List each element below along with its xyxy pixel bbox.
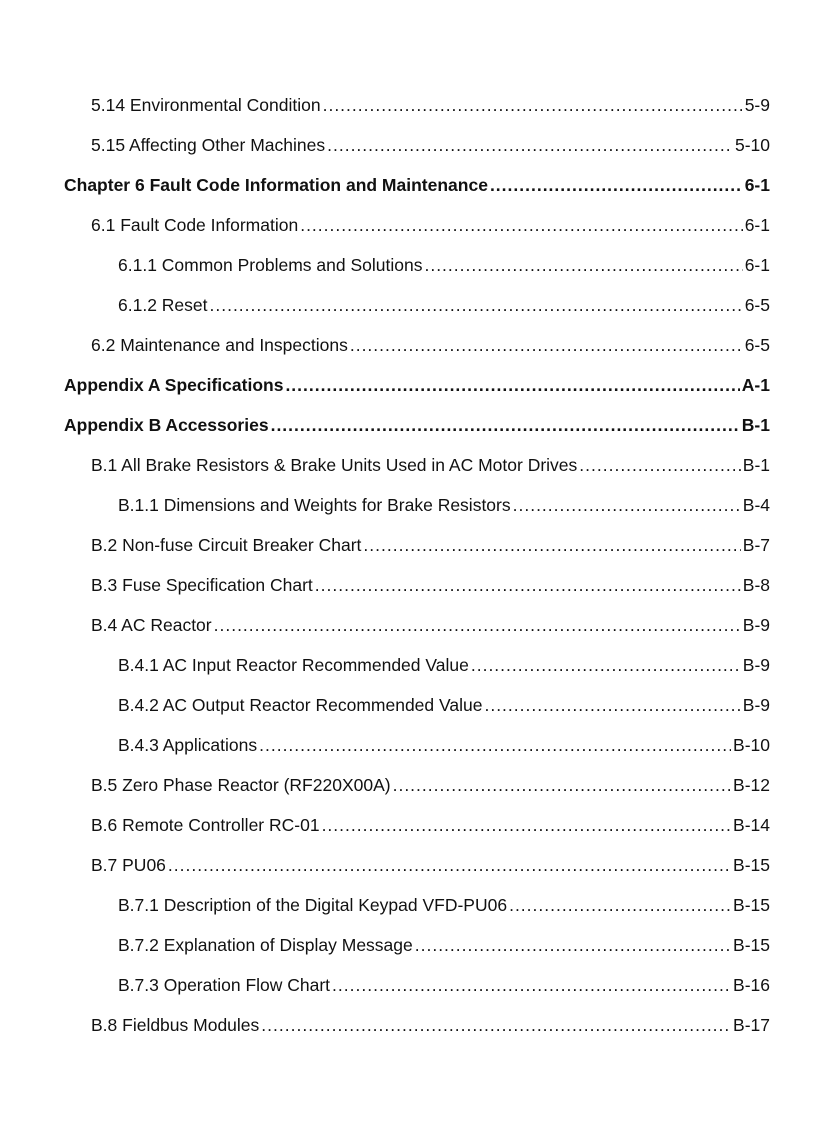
toc-entry[interactable] (91, 814, 770, 836)
toc-entry-page: 6-1 (744, 175, 770, 195)
toc-entry-page: A-1 (741, 375, 770, 395)
toc-entry-title: B.4.2 AC Output Reactor Recommended Value (118, 695, 483, 715)
toc-entry[interactable] (91, 854, 770, 876)
toc-entry-title: 5.14 Environmental Condition (91, 95, 321, 115)
toc-entry-title: 6.1.1 Common Problems and Solutions (118, 255, 423, 275)
dot-leader (363, 534, 740, 556)
toc-entry[interactable] (91, 614, 770, 636)
toc-entry-title: B.3 Fuse Specification Chart (91, 575, 313, 595)
toc-chapter-entry[interactable] (64, 174, 770, 196)
toc-subentry[interactable] (118, 974, 770, 996)
toc-entry-page: B-15 (733, 935, 770, 955)
toc-entry-title: B.7 PU06 (91, 855, 166, 875)
dot-leader (579, 454, 740, 476)
toc-entry-title: B.8 Fieldbus Modules (91, 1015, 260, 1035)
toc-entry-page: B-17 (733, 1015, 770, 1035)
toc-entry[interactable] (91, 534, 770, 556)
toc-entry[interactable] (91, 214, 770, 236)
dot-leader (259, 734, 731, 756)
toc-entry-page: 6-1 (744, 255, 770, 275)
toc-entry-page: B-16 (733, 975, 770, 995)
toc-entry-title: B.2 Non-fuse Circuit Breaker Chart (91, 535, 362, 555)
toc-entry-page: B-15 (733, 855, 770, 875)
toc-entry-page: B-15 (733, 895, 770, 915)
toc-entry-title: 6.1.2 Reset (118, 295, 208, 315)
toc-entry[interactable] (91, 454, 770, 476)
toc-entry-title: B.4 AC Reactor (91, 615, 212, 635)
dot-leader (271, 414, 740, 436)
toc-entry-title: B.1 All Brake Resistors & Brake Units Used in AC Motor Drives (91, 455, 578, 475)
dot-leader (214, 614, 741, 636)
toc-entry-title: Chapter 6 Fault Code Information and Maintenance (64, 175, 488, 195)
toc-entry-page: 6-5 (744, 295, 770, 315)
toc-entry-title: B.7.2 Explanation of Display Message (118, 935, 413, 955)
toc-entry-title: 6.1 Fault Code Information (91, 215, 299, 235)
toc-entry-title: B.1.1 Dimensions and Weights for Brake Resistors (118, 495, 511, 515)
toc-entry-page: B-7 (742, 535, 770, 555)
dot-leader (484, 694, 740, 716)
toc-entry-title: Appendix B Accessories (64, 415, 269, 435)
toc-subentry[interactable] (118, 494, 770, 516)
dot-leader (322, 814, 731, 836)
toc-entry-page: B-1 (741, 415, 770, 435)
toc-entry-title: 5.15 Affecting Other Machines (91, 135, 326, 155)
toc-entry-page: B-12 (733, 775, 770, 795)
toc-entry-page: B-9 (742, 695, 770, 715)
toc-entry-title: B.4.3 Applications (118, 735, 258, 755)
toc-chapter-entry[interactable] (64, 414, 770, 436)
toc-entry-title: B.7.3 Operation Flow Chart (118, 975, 331, 995)
dot-leader (513, 494, 741, 516)
toc-entry-title: B.5 Zero Phase Reactor (RF220X00A) (91, 775, 391, 795)
toc-entry-title: 6.2 Maintenance and Inspections (91, 335, 348, 355)
dot-leader (490, 174, 743, 196)
toc-entry[interactable] (91, 1014, 770, 1036)
toc-subentry[interactable] (118, 694, 770, 716)
toc-entry[interactable] (91, 774, 770, 796)
toc-subentry[interactable] (118, 294, 770, 316)
toc-entry-title: B.7.1 Description of the Digital Keypad VFD-PU06 (118, 895, 508, 915)
toc-entry-page: 6-5 (744, 335, 770, 355)
dot-leader (424, 254, 742, 276)
toc-entry-page: B-4 (742, 495, 770, 515)
toc-entry[interactable] (91, 334, 770, 356)
dot-leader (315, 574, 741, 596)
dot-leader (323, 94, 743, 116)
dot-leader (300, 214, 743, 236)
toc-entry-page: B-9 (742, 655, 770, 675)
dot-leader (393, 774, 731, 796)
toc-entry[interactable] (91, 134, 770, 156)
toc-entry-page: B-10 (733, 735, 770, 755)
dot-leader (210, 294, 743, 316)
toc-entry-page: B-8 (742, 575, 770, 595)
toc-entry-page: B-1 (742, 455, 770, 475)
dot-leader (350, 334, 743, 356)
dot-leader (471, 654, 741, 676)
toc-entry-page: B-14 (733, 815, 770, 835)
toc-entry-page: B-9 (742, 615, 770, 635)
toc-subentry[interactable] (118, 934, 770, 956)
toc-entry-page: 5-10 (734, 135, 770, 155)
toc-subentry[interactable] (118, 894, 770, 916)
dot-leader (168, 854, 731, 876)
dot-leader (285, 374, 739, 396)
toc-subentry[interactable] (118, 654, 770, 676)
toc-subentry[interactable] (118, 254, 770, 276)
toc-chapter-entry[interactable] (64, 374, 770, 396)
toc-entry[interactable] (91, 574, 770, 596)
dot-leader (332, 974, 731, 996)
dot-leader (509, 894, 731, 916)
dot-leader (415, 934, 731, 956)
toc-subentry[interactable] (118, 734, 770, 756)
toc-entry-page: 5-9 (744, 95, 770, 115)
toc-entry-title: B.4.1 AC Input Reactor Recommended Value (118, 655, 469, 675)
toc-entry-page: 6-1 (744, 215, 770, 235)
toc-entry[interactable] (91, 94, 770, 116)
toc-entry-title: Appendix A Specifications (64, 375, 284, 395)
toc-entry-title: B.6 Remote Controller RC-01 (91, 815, 320, 835)
dot-leader (327, 134, 733, 156)
dot-leader (261, 1014, 731, 1036)
